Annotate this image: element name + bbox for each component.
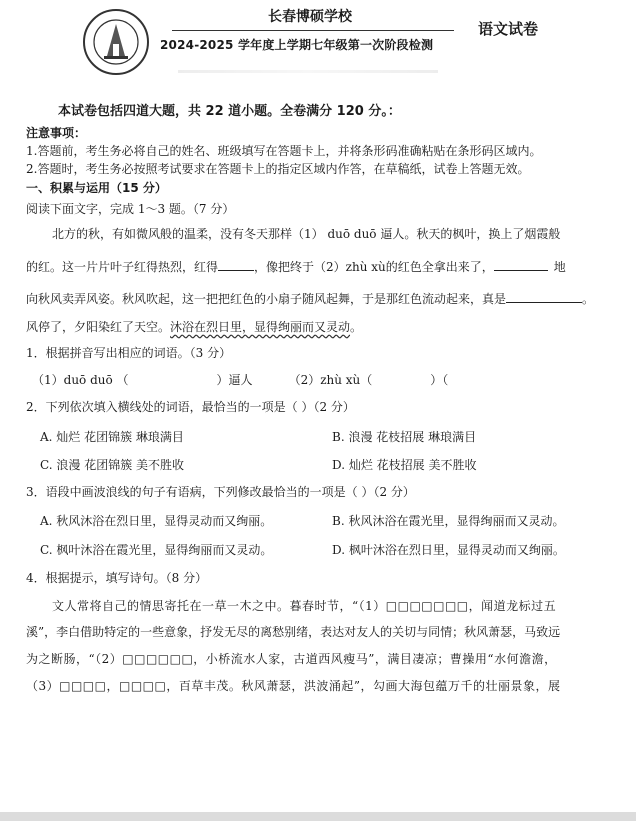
note-item: 1.答题前，考生务必将自己的姓名、班级填写在答题卡上，并将条形码准确粘贴在条形码区域内。 [26, 144, 542, 158]
passage-text: 向秋风卖弄风姿。秋风吹起，这一把把红色的小扇子随风起舞，于是那红色流动起来，真是 [26, 292, 507, 306]
exam-intro: 本试卷包括四道大题，共 22 道小题。全卷满分 120 分。： [58, 104, 401, 119]
header-divider [172, 30, 454, 31]
notes-title: 注意事项： [26, 126, 87, 140]
passage-text: 风停了，夕阳染红了天空。 [26, 320, 171, 334]
answer-blank [218, 258, 254, 271]
question-1-stem: 1．根据拼音写出相应的词语。（3 分） [26, 346, 232, 360]
note-item: 2.答题时，考生务必按照考试要求在答题卡上的指定区域内作答，在草稿纸，试卷上答题无效。 [26, 162, 530, 176]
question-3-stem: 3．语段中画波浪线的句子有语病，下列修改最恰当的一项是（ ）（2 分） [26, 485, 415, 499]
passage-line [26, 290, 616, 307]
question-2-stem: 2．下列依次填入横线处的词语，最恰当的一项是（ ）（2 分） [26, 400, 355, 414]
q4-line: 为之断肠，“（2）□□□□□□，小桥流水人家，古道西风瘦马”，满目凄凉；曹操用“水何澹澹， [26, 652, 557, 666]
school-logo [80, 8, 152, 76]
q2-option-b: B. 浪漫 花枝招展 琳琅满目 [332, 430, 477, 444]
viewer-bottom-bar [0, 812, 636, 821]
q1-part-1: （1）duō duō （ [32, 373, 129, 387]
q3-option-c: C. 枫叶沐浴在霞光里，显得绚丽而又灵动。 [40, 543, 273, 557]
q1-part-2: （2）zhù xù（ [288, 373, 373, 387]
q2-option-a: A. 灿烂 花团锦簇 琳琅满目 [40, 430, 184, 444]
passage-text: 。 [350, 320, 363, 334]
wavy-underlined-sentence: 沐浴在烈日里，显得绚丽而又灵动 [170, 320, 351, 334]
exam-name: 2024-2025 学年度上学期七年级第一次阶段检测 [160, 38, 434, 52]
passage-text: 。 [582, 292, 595, 306]
q2-option-c: C. 浪漫 花团锦簇 美不胜收 [40, 458, 185, 472]
q3-option-b: B. 秋风沐浴在霞光里，显得绚丽而又灵动。 [332, 514, 565, 528]
q3-option-d: D. 枫叶沐浴在烈日里，显得灵动而又绚丽。 [332, 543, 565, 557]
question-1-answers [32, 372, 616, 388]
passage-line [26, 258, 616, 275]
name-fill-area [178, 70, 438, 73]
q1-part-2-end: ）（ [430, 373, 449, 387]
reading-prompt: 阅读下面文字，完成 1～3 题。（7 分） [26, 202, 235, 216]
school-name: 长春博硕学校 [268, 9, 352, 25]
passage-text: 的红。这一片片叶子红得热烈，红得 [26, 260, 219, 274]
passage-line [26, 319, 616, 335]
q4-line: 溪”，李白借助特定的一些意象，抒发无尽的离愁别绪，表达对友人的关切与同情；秋风萧瑟，马致远 [26, 625, 561, 639]
answer-blank [506, 290, 582, 303]
section-title: 一、积累与运用（15 分） [26, 181, 167, 195]
q4-line: （3）□□□□，□□□□，百草丰茂。秋风萧瑟，洪波涌起”，勾画大海包蕴万千的壮丽景象，展 [26, 679, 561, 693]
q4-line: 文人常将自己的情思寄托在一草一木之中。暮春时节，“（1）□□□□□□□，闻道龙标过五 [52, 599, 557, 613]
passage-text: ，像把终于（2）zhù xù的红色全拿出来了， [254, 260, 494, 274]
q2-option-d: D. 灿烂 花枝招展 美不胜收 [332, 458, 477, 472]
passage-text: 地 [553, 260, 566, 274]
subject-title: 语文试卷 [478, 20, 539, 38]
question-4-stem: 4．根据提示，填写诗句。（8 分） [26, 571, 208, 585]
passage-line: 北方的秋，有如微风般的温柔，没有冬天那样（1） duō duō 逼人。秋天的枫叶，换上了烟霞般 [52, 227, 561, 241]
q1-part-1-end: ）逼人 [216, 373, 253, 387]
q3-option-a: A. 秋风沐浴在烈日里，显得灵动而又绚丽。 [40, 514, 273, 528]
answer-blank [494, 258, 548, 271]
